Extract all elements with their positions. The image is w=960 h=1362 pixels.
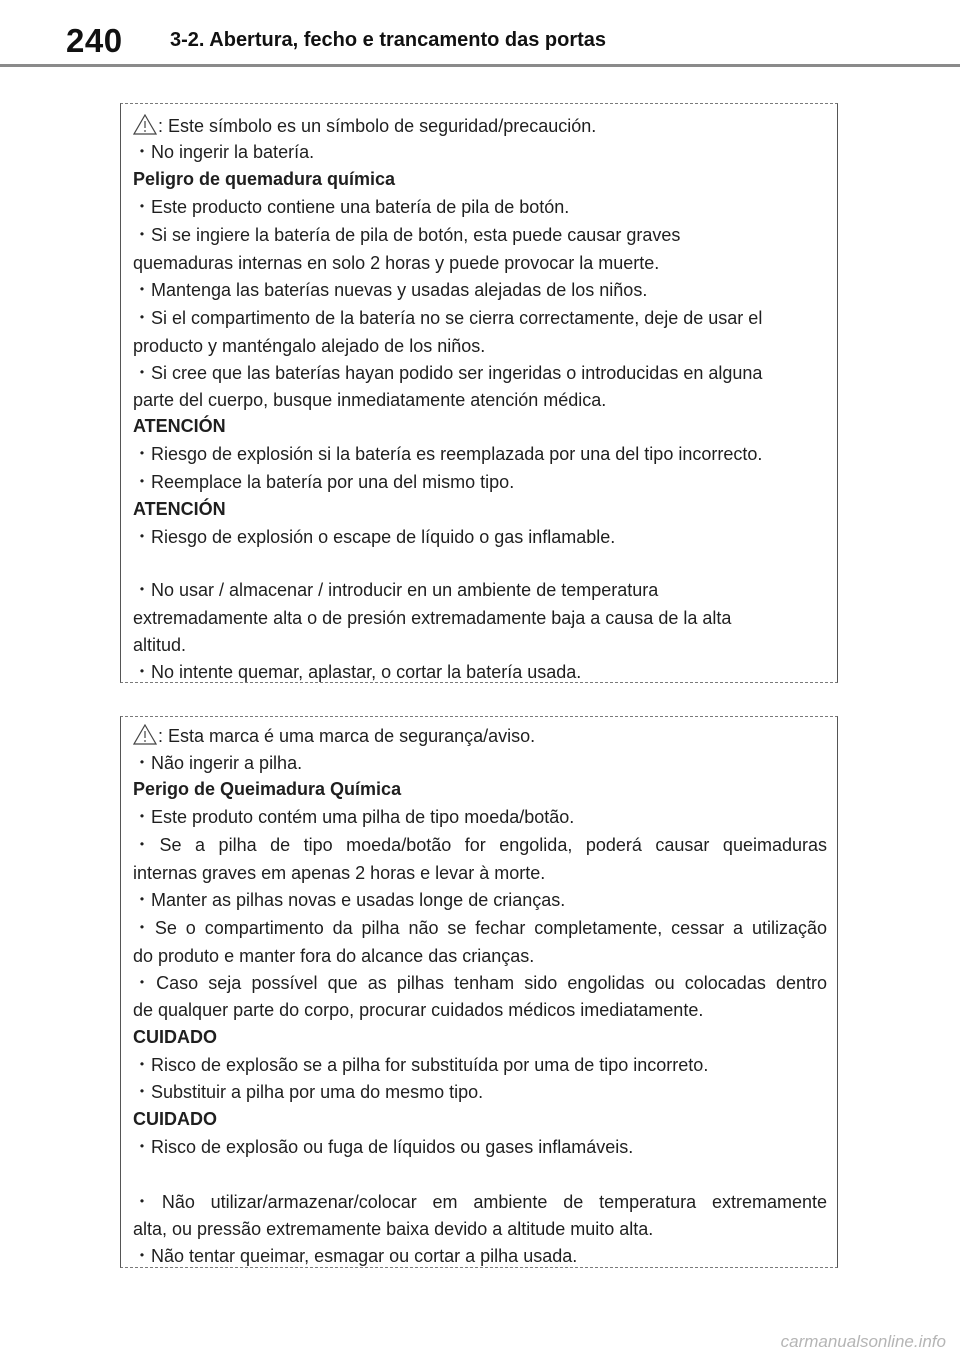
- notice-line: ・Si el compartimento de la batería no se cierra correctamente, deje de usar el: [133, 308, 763, 328]
- notice-heading: CUIDADO: [133, 1109, 217, 1129]
- notice-line: ・Risco de explosão ou fuga de líquidos ou gases inflamáveis.: [133, 1137, 634, 1157]
- notice-heading: CUIDADO: [133, 1027, 217, 1047]
- notice-line: ・Riesgo de explosión o escape de líquido o gas inflamable.: [133, 527, 616, 547]
- notice-line: ・Si cree que las baterías hayan podido ser ingeridas o introducidas en alguna: [133, 363, 763, 383]
- header-rule: [0, 64, 960, 67]
- notice-line: ・Substituir a pilha por uma do mesmo tipo.: [133, 1082, 484, 1102]
- notice-line: parte del cuerpo, busque inmediatamente atención médica.: [133, 390, 607, 410]
- notice-line: ・Riesgo de explosión si la batería es reemplazada por una del tipo incorrecto.: [133, 444, 763, 464]
- symbol-line-text: : Este símbolo es un símbolo de seguridad/precaución.: [158, 116, 597, 136]
- notice-line: extremadamente alta o de presión extremadamente baja a causa de la alta: [133, 608, 732, 628]
- notice-line: ・Este produto contém uma pilha de tipo moeda/botão.: [133, 807, 575, 827]
- notice-line: ・Se o compartimento da pilha não se fechar completamente, cessar a utilização: [133, 918, 827, 938]
- notice-heading: Perigo de Queimadura Química: [133, 779, 402, 799]
- notice-line: ・Manter as pilhas novas e usadas longe de crianças.: [133, 890, 566, 910]
- notice-line: ・Reemplace la batería por una del mismo tipo.: [133, 472, 515, 492]
- notice-line: ・Risco de explosão se a pilha for substituída por uma de tipo incorreto.: [133, 1055, 709, 1075]
- notice-heading: Peligro de quemadura química: [133, 169, 396, 189]
- notice-line: ・Não tentar queimar, esmagar ou cortar a pilha usada.: [133, 1246, 578, 1266]
- notice-line: producto y manténgalo alejado de los niños.: [133, 336, 486, 356]
- notice-line: alta, ou pressão extremamente baixa devido a altitude muito alta.: [133, 1219, 654, 1239]
- notice-line: ・No intente quemar, aplastar, o cortar la batería usada.: [133, 662, 582, 682]
- warning-triangle-icon: [133, 114, 157, 135]
- notice-line: ・Caso seja possível que as pilhas tenham sido engolidas ou colocadas dentro: [133, 973, 827, 993]
- notice-line: ・Se a pilha de tipo moeda/botão for engolida, poderá causar queimaduras: [133, 835, 827, 855]
- notice-line: ・No ingerir la batería.: [133, 142, 315, 162]
- notice-line: ・Não utilizar/armazenar/colocar em ambiente de temperatura extremamente: [133, 1192, 827, 1212]
- notice-heading: ATENCIÓN: [133, 499, 226, 519]
- notice-box-portuguese: [120, 716, 838, 1268]
- notice-line: altitud.: [133, 635, 187, 655]
- notice-heading: ATENCIÓN: [133, 416, 226, 436]
- symbol-line: [133, 114, 596, 137]
- watermark: carmanualsonline.info: [780, 1332, 946, 1351]
- notice-line: ・Si se ingiere la batería de pila de botón, esta puede causar graves: [133, 225, 681, 245]
- notice-line: ・Não ingerir a pilha.: [133, 753, 303, 773]
- section-title: 3-2. Abertura, fecho e trancamento das portas: [170, 29, 607, 51]
- symbol-line: [133, 724, 535, 747]
- warning-triangle-icon: [133, 724, 157, 745]
- notice-box-spanish: [120, 103, 838, 683]
- notice-line: ・Este producto contiene una batería de pila de botón.: [133, 197, 570, 217]
- notice-line: quemaduras internas en solo 2 horas y puede provocar la muerte.: [133, 253, 660, 273]
- notice-line: internas graves em apenas 2 horas e levar à morte.: [133, 863, 546, 883]
- page-header: [0, 0, 960, 66]
- notice-line: de qualquer parte do corpo, procurar cuidados médicos imediatamente.: [133, 1000, 704, 1020]
- notice-line: ・Mantenga las baterías nuevas y usadas alejadas de los niños.: [133, 280, 648, 300]
- page-number: 240: [66, 22, 123, 59]
- notice-line: ・No usar / almacenar / introducir en un ambiente de temperatura: [133, 580, 659, 600]
- symbol-line-text: : Esta marca é uma marca de segurança/aviso.: [158, 726, 536, 746]
- notice-line: do produto e manter fora do alcance das crianças.: [133, 946, 535, 966]
